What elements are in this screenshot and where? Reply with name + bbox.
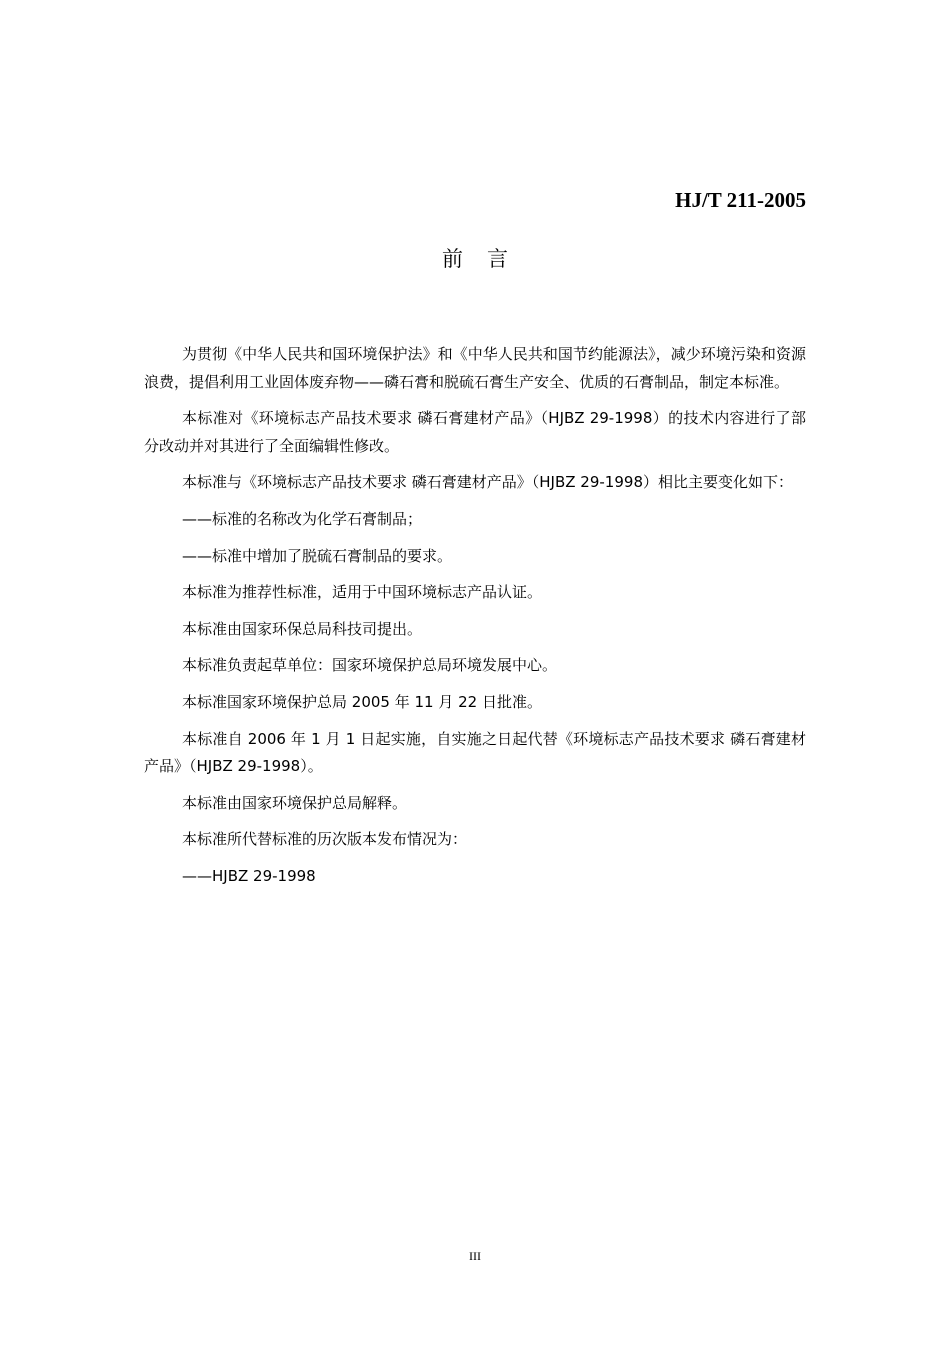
paragraph-effective: 本标准自 2006 年 1 月 1 日起实施，自实施之日起代替《环境标志产品技术要求 磷石膏建材产品》（HJBZ 29-1998）。 — [144, 729, 806, 776]
paragraph-approval: 本标准国家环境保护总局 2005 年 11 月 22 日批准。 — [182, 692, 542, 711]
paragraph-interpretation: 本标准由国家环境保护总局解释。 — [182, 793, 408, 812]
paragraph-revision: 本标准对《环境标志产品技术要求 磷石膏建材产品》（HJBZ 29-1998）的技术内容进行了部分改动并对其进行了全面编辑性修改。 — [144, 409, 806, 455]
change-item-desulfurization: ——标准中增加了脱硫石膏制品的要求。 — [182, 546, 453, 565]
paragraph-recommended: 本标准为推荐性标准，适用于中国环境标志产品认证。 — [182, 583, 543, 602]
paragraph-purpose: 为贯彻《中华人民共和国环境保护法》和《中华人民共和国节约能源法》，减少环境污染和资源浪费，提倡利用工业固体废弃物——磷石膏和脱硫石膏生产安全、优质的石膏制品，制定本标准。 — [144, 345, 806, 391]
preface-body — [144, 341, 806, 900]
standard-code: HJ/T 211-2005 — [675, 188, 806, 212]
history-item: ——HJBZ 29-1998 — [182, 866, 316, 885]
change-item-name: ——标准的名称改为化学石膏制品； — [182, 509, 423, 528]
paragraph-proposer: 本标准由国家环保总局科技司提出。 — [182, 619, 423, 638]
paragraph-changes-intro: 本标准与《环境标志产品技术要求 磷石膏建材产品》（HJBZ 29-1998）相比主要变化如下： — [182, 473, 793, 492]
page-number: III — [469, 1249, 481, 1263]
paragraph-history-intro: 本标准所代替标准的历次版本发布情况为： — [182, 830, 468, 849]
page-title: 前言 — [442, 247, 532, 271]
paragraph-drafter: 本标准负责起草单位：国家环境保护总局环境发展中心。 — [182, 656, 558, 675]
